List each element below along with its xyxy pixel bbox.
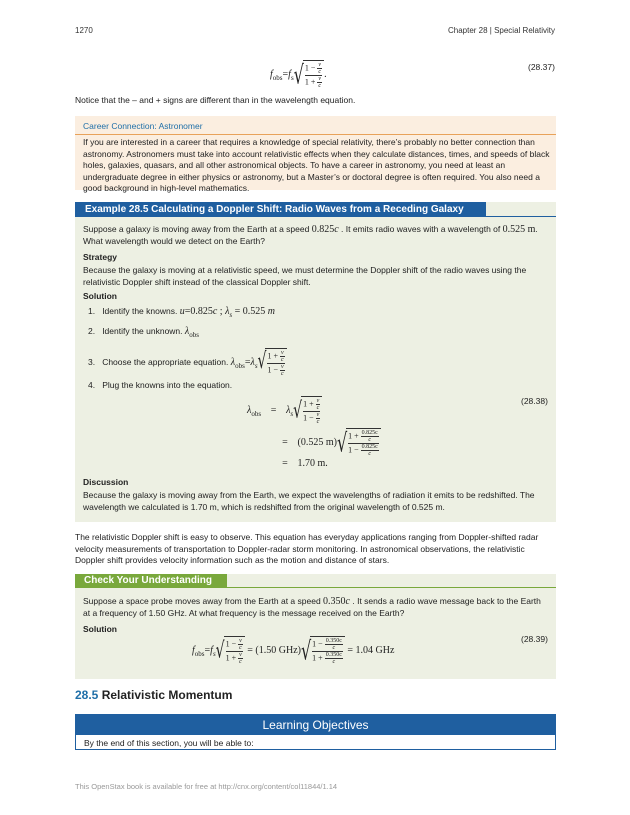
equation-28-38-line-1: $\lambda_{obs} = \lambda_s√$ 1 + $\frac{v}{c}$ 1 − $\frac{v}{c}$ bbox=[247, 396, 322, 425]
equation-28-38-line-2: = (0.525 m)√ 1 + $\frac{0.825c}{c}$ 1 − $\frac{0.825c}{c}$ bbox=[275, 428, 381, 457]
step-1: 1. Identify the knowns. u=0.825c ; $\lambda_s = 0.525$ m bbox=[88, 306, 276, 319]
strategy-text: Because the galaxy is moving at a relativistic speed, we must determine the Doppler shift of the radio waves using the relativistic Doppler shift instead of the classical Doppler shift. bbox=[83, 265, 527, 287]
step-3: 3. Choose the appropriate equation. $\lambda_{obs}=\lambda_s√$ 1 + $\frac{v}{c}$ 1 − $\frac{v}{c}$ bbox=[88, 348, 287, 377]
doppler-paragraph: The relativistic Doppler shift is easy to observe. This equation has everyday applications ranging from Doppler-shifted radar velocity measurements of transportation to Doppler-radar storm monitoring. In astronomical observations, the relativistic Doppler shift provides velocity information such as the motion and distance of stars. bbox=[75, 532, 539, 565]
chapter-header: Chapter 28 | Special Relativity bbox=[447, 26, 555, 35]
career-divider bbox=[75, 134, 556, 135]
check-understanding-box bbox=[75, 574, 556, 679]
learning-objectives-text: By the end of this section, you will be able to: bbox=[84, 738, 254, 748]
equation-28-39: $f_{obs}=f_s√$ 1 − $\frac{v}{c}$ 1 + $\frac{v}{c}$ = (1.50 GHz)√ 1 − $\frac{0.350c}{c}$ 1 + $\frac{0.350c}{c}$ = 1.04 GHz bbox=[192, 635, 395, 666]
equation-number-28-37: (28.37) bbox=[528, 62, 555, 72]
example-divider bbox=[75, 216, 556, 217]
learning-objectives-title: Learning Objectives bbox=[76, 715, 555, 735]
learning-objectives-box bbox=[75, 714, 556, 750]
example-intro: Suppose a galaxy is moving away from the Earth at a speed 0.825c . It emits radio waves with a wavelength of 0.525 m. What wavelength would we detect on the Earth? bbox=[83, 224, 538, 246]
discussion-text: Because the galaxy is moving away from the Earth, we expect the wavelengths of radiation it emits to be redshifted. The wavelength we calculated is 1.70 m, which is redshifted from the original wavelength of 0.525 m. bbox=[83, 490, 535, 512]
check-solution-heading: Solution bbox=[83, 624, 117, 634]
discussion-heading: Discussion bbox=[83, 477, 129, 487]
career-connection-box bbox=[75, 116, 556, 193]
step-2: 2. Identify the unknown. $\lambda_{obs}$ bbox=[88, 326, 199, 339]
equation-number-28-39: (28.39) bbox=[521, 634, 548, 644]
footer-text: This OpenStax book is available for free at http://cnx.org/content/col11844/1.14 bbox=[75, 782, 338, 791]
equation-28-38-line-3: = 1.70 m. bbox=[282, 458, 328, 469]
equation-28-37: $f_{obs}=f_s√$ 1 − $\frac{v}{c}$ 1 + $\frac{v}{c}$ . bbox=[270, 59, 327, 90]
example-title: Example 28.5 Calculating a Doppler Shift: Radio Waves from a Receding Galaxy bbox=[75, 202, 486, 217]
check-title: Check Your Understanding bbox=[75, 574, 227, 588]
career-text: If you are interested in a career that requires a knowledge of special relativity, there’s probably no better connection than astronomy. Astronomers must take into account relativistic effects when they calculate distances, times, and speeds of black holes, galaxies, quasars, and all other astronomical objects. To have a career in astronomy, you need at least an undergraduate degree in either physics or astronomy, but a Master’s or doctoral degree is often required. You also need a good background in high-level mathematics. bbox=[83, 137, 550, 193]
step-4: 4. Plug the knowns into the equation. bbox=[88, 380, 233, 390]
page-number: 1270 bbox=[75, 26, 93, 35]
strategy-heading: Strategy bbox=[83, 252, 118, 262]
section-heading: 28.5 Relativistic Momentum bbox=[75, 688, 233, 702]
notice-text: Notice that the – and + signs are different than in the wavelength equation. bbox=[75, 95, 356, 105]
equation-number-28-38: (28.38) bbox=[521, 396, 548, 406]
example-box bbox=[75, 202, 556, 522]
solution-heading: Solution bbox=[83, 291, 117, 301]
check-question: Suppose a space probe moves away from the Earth at a speed 0.350c . It sends a radio wave message back to the Earth at a frequency of 1.50 GHz. At what frequency is the message received on the Earth? bbox=[83, 596, 541, 618]
career-title: Career Connection: Astronomer bbox=[83, 121, 203, 131]
check-divider bbox=[75, 587, 556, 588]
